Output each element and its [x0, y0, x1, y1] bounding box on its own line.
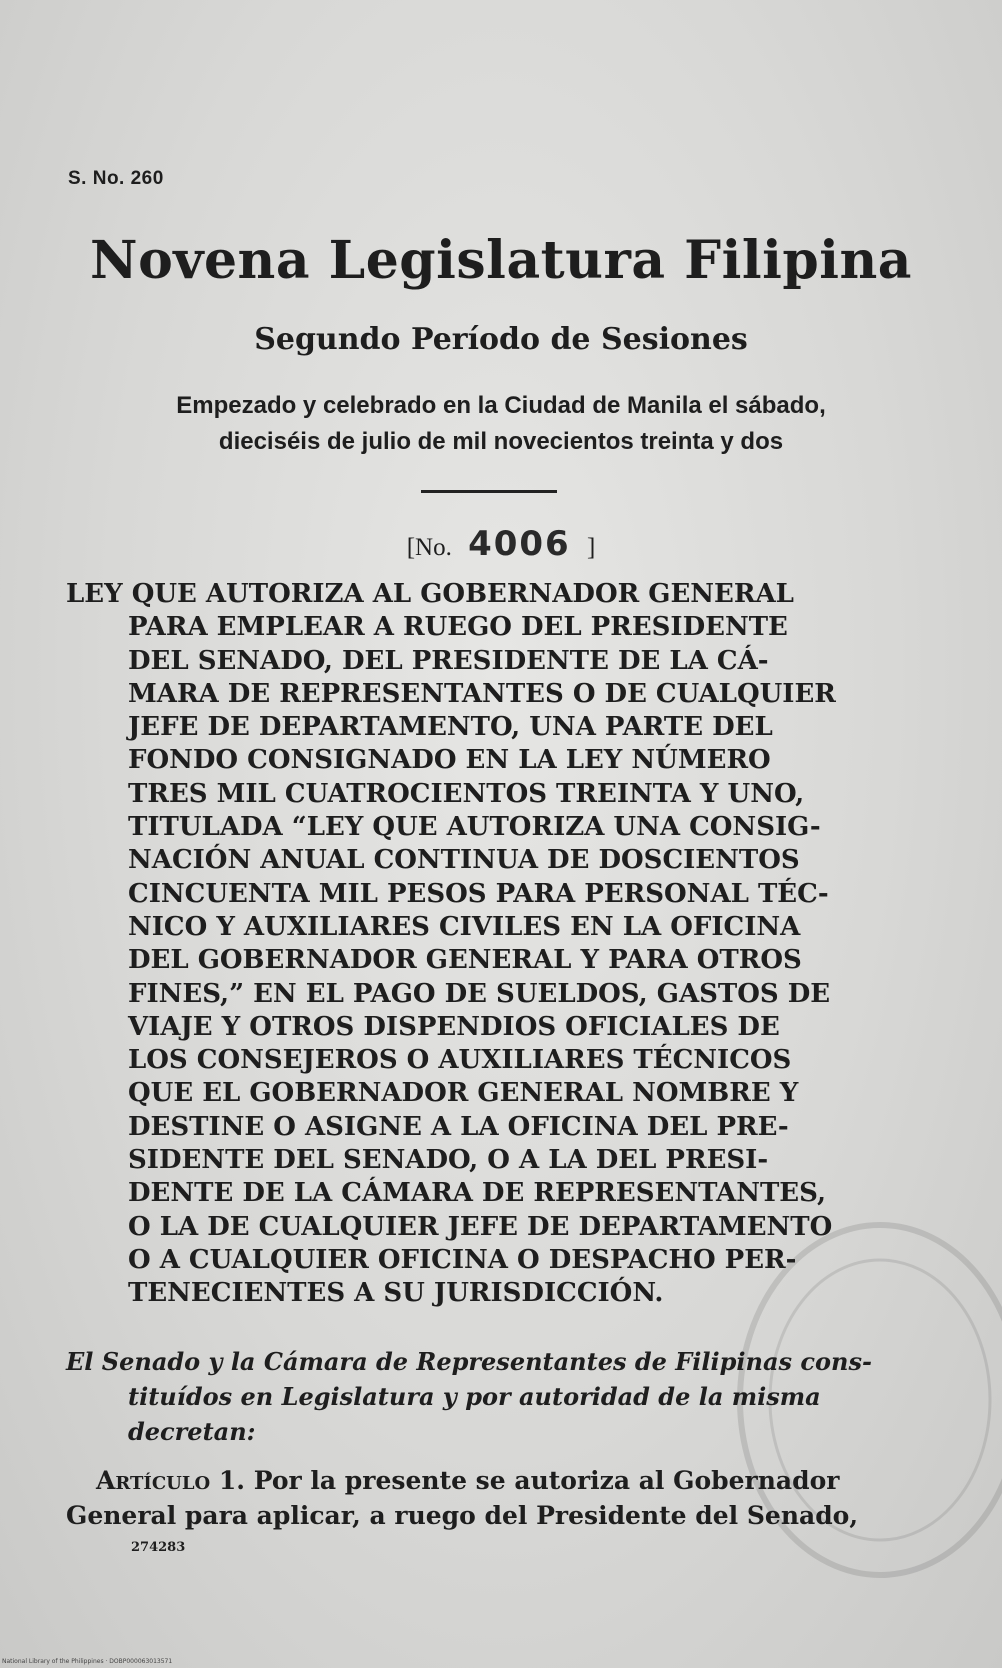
law-title-line: FINES,” EN EL PAGO DE SUELDOS, GASTOS DE [128, 978, 831, 1009]
divider-rule [421, 490, 557, 493]
session-line: dieciséis de julio de mil novecientos treinta y dos [218, 428, 784, 455]
law-title-line: CINCUENTA MIL PESOS PARA PERSONAL TÉC- [128, 878, 829, 909]
act-number-handwritten: 4006 [468, 524, 571, 564]
law-title-line: DESTINE O ASIGNE A LA OFICINA DEL PRE- [128, 1111, 789, 1142]
scan-footer: National Library of the Philippines · DOBP000063013571 [2, 1658, 173, 1665]
law-title-line: TRES MIL CUATROCIENTOS TREINTA Y UNO, [128, 778, 805, 809]
act-number-suffix: ] [586, 534, 596, 561]
legislature-title: Novena Legislatura Filipina [90, 230, 912, 291]
law-title-line: NICO Y AUXILIARES CIVILES EN LA OFICINA [128, 911, 801, 942]
law-title-line: SIDENTE DEL SENADO, O A LA DEL PRESI- [128, 1145, 769, 1176]
article-1 [66, 1463, 898, 1533]
law-title-line: QUE EL GOBERNADOR GENERAL NOMBRE Y [128, 1078, 799, 1109]
enacting-clause [66, 1344, 898, 1449]
law-title-line: TITULADA “LEY QUE AUTORIZA UNA CONSIG- [128, 812, 821, 843]
article-text: Por la presente se autoriza al Gobernador [253, 1466, 840, 1495]
session-line: Empezado y celebrado en la Ciudad de Manila el sábado, [176, 392, 826, 419]
article-line: General para aplicar, a ruego del Presidente del Senado, [66, 1501, 859, 1530]
law-title-line: MARA DE REPRESENTANTES O DE CUALQUIER [128, 678, 836, 709]
act-number-line [0, 524, 1002, 564]
bill-number: S. No. 260 [68, 168, 164, 189]
law-title-line: O LA DE CUALQUIER JEFE DE DEPARTAMENTO [128, 1211, 833, 1242]
law-title-line: LOS CONSEJEROS O AUXILIARES TÉCNICOS [128, 1045, 792, 1076]
law-title-line: DEL GOBERNADOR GENERAL Y PARA OTROS [128, 945, 802, 976]
session-description [90, 388, 912, 460]
law-title-line: DEL SENADO, DEL PRESIDENTE DE LA CÁ- [128, 645, 769, 676]
law-title-line: O A CUALQUIER OFICINA O DESPACHO PER- [128, 1244, 797, 1275]
print-number: 274283 [131, 1540, 186, 1555]
law-title-line: FONDO CONSIGNADO EN LA LEY NÚMERO [128, 745, 771, 776]
law-title-block [66, 578, 898, 1311]
article-line [66, 1463, 898, 1498]
enacting-line: tituídos en Legislatura y por autoridad de la misma [128, 1382, 821, 1411]
article-label: Artículo 1. [96, 1466, 246, 1495]
law-title-line: TENECIENTES A SU JURISDICCIÓN. [128, 1278, 664, 1309]
law-title-line: NACIÓN ANUAL CONTINUA DE DOSCIENTOS [128, 845, 800, 876]
law-title-line: PARA EMPLEAR A RUEGO DEL PRESIDENTE [128, 612, 788, 643]
act-number-prefix: [No. [406, 534, 452, 561]
enacting-line: decretan: [128, 1417, 256, 1446]
law-title-line: JEFE DE DEPARTAMENTO, UNA PARTE DEL [128, 712, 773, 743]
law-title-line: LEY QUE AUTORIZA AL GOBERNADOR GENERAL [66, 579, 794, 609]
law-title-line: DENTE DE LA CÁMARA DE REPRESENTANTES, [128, 1178, 827, 1209]
enacting-line: El Senado y la Cámara de Representantes de Filipinas cons- [66, 1347, 872, 1376]
session-period-subtitle: Segundo Período de Sesiones [254, 322, 748, 357]
law-title-line: VIAJE Y OTROS DISPENDIOS OFICIALES DE [128, 1011, 780, 1042]
